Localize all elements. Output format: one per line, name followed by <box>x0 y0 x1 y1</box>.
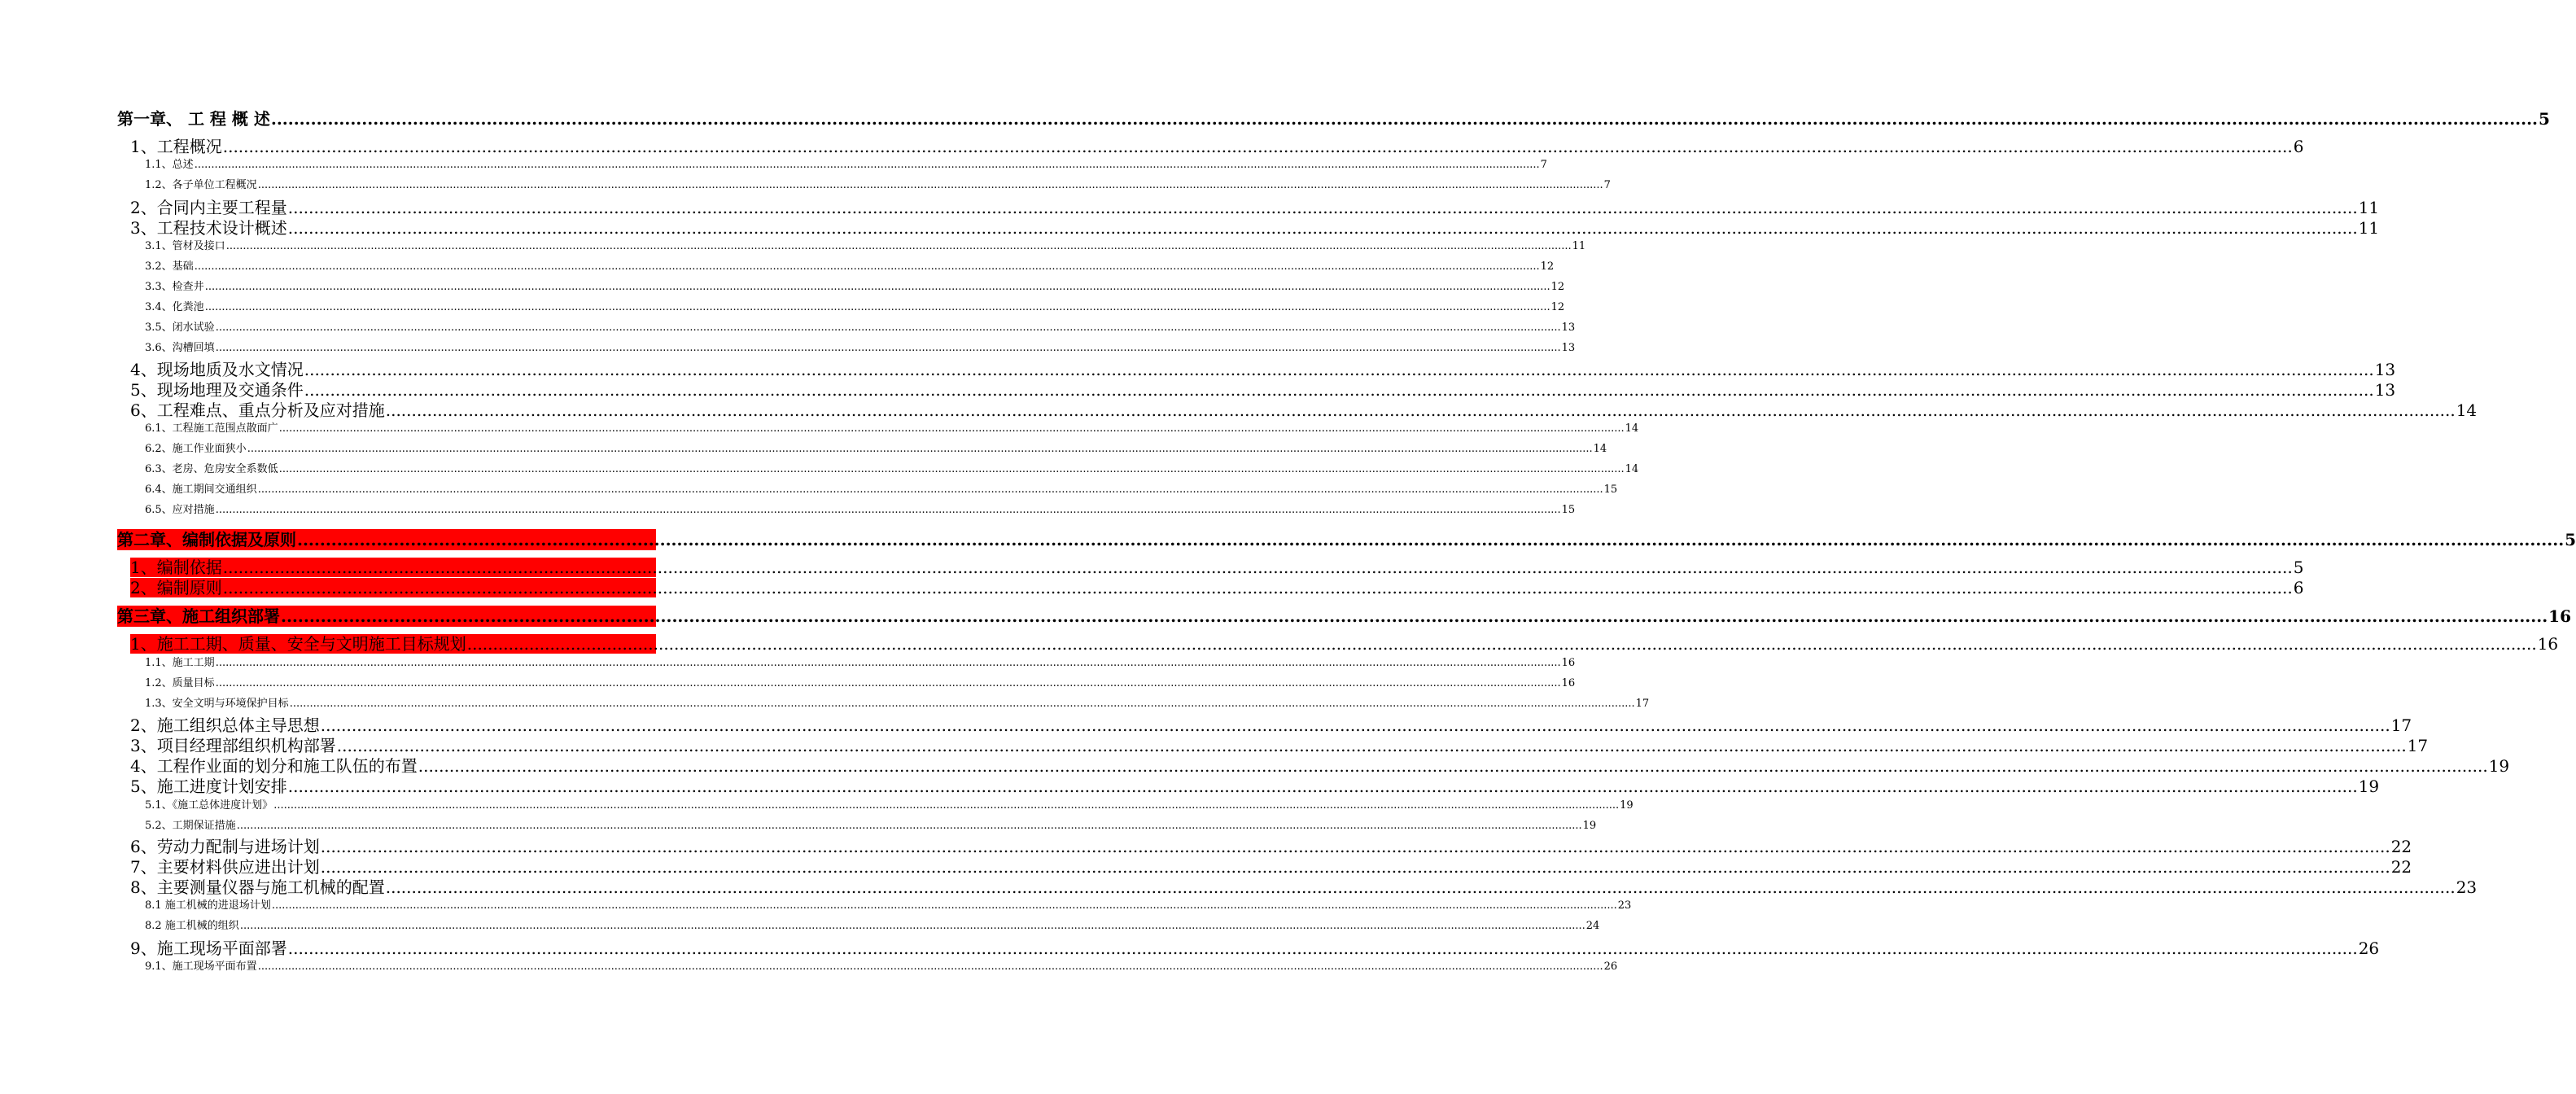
toc-leader-dots: ................................................................................................................................................................................................................................................................................................................................................................................................................ <box>225 240 1572 252</box>
toc-entry-sub[interactable] <box>145 300 1565 315</box>
toc-entry-page: 6 <box>2293 137 2304 156</box>
toc-entry-main[interactable] <box>130 137 2304 156</box>
toc-entry-label: 6.1、工程施工范围点散面广 <box>145 422 278 435</box>
toc-entry-main[interactable] <box>130 736 2429 755</box>
toc-entry-page: 22 <box>2390 837 2412 856</box>
toc-entry-label: 第二章、编制依据及原则 <box>117 530 296 549</box>
toc-entry-label: 3、项目经理部组织机构部署 <box>130 736 336 755</box>
toc-leader-dots: ................................................................................................................................................................................................................................................................................................................................................................................................................ <box>320 715 2390 735</box>
toc-entry-page: 12 <box>1550 281 1565 293</box>
toc-entry-main[interactable] <box>130 400 2478 420</box>
toc-entry-main[interactable] <box>130 198 2380 217</box>
toc-leader-dots: ................................................................................................................................................................................................................................................................................................................................................................................................................ <box>304 360 2374 379</box>
toc-entry-page: 26 <box>2358 939 2380 958</box>
toc-entry-label: 1.3、安全文明与环境保护目标 <box>145 698 289 710</box>
toc-entry-label: 6.4、施工期间交通组织 <box>145 484 257 496</box>
toc-entry-label: 2、施工组织总体主导思想 <box>130 715 320 735</box>
toc-leader-dots: ................................................................................................................................................................................................................................................................................................................................................................................................................ <box>222 137 2293 156</box>
toc-leader-dots: ................................................................................................................................................................................................................................................................................................................................................................................................................ <box>287 939 2358 958</box>
toc-entry-page: 22 <box>2390 857 2412 877</box>
toc-entry-label: 5、施工进度计划安排 <box>130 777 287 796</box>
toc-entry-label: 5.1、《施工总体进度计划》 <box>145 799 273 812</box>
toc-leader-dots: ................................................................................................................................................................................................................................................................................................................................................................................................................ <box>215 657 1561 669</box>
toc-entry-main[interactable] <box>130 360 2396 379</box>
toc-entry-sub[interactable] <box>145 158 1547 173</box>
toc-entry-page: 15 <box>1561 504 1576 516</box>
toc-entry-page: 16 <box>1561 677 1576 689</box>
toc-entry-page: 17 <box>1635 698 1650 710</box>
toc-entry-label: 1.2、各子单位工程概况 <box>145 179 257 191</box>
toc-entry-page: 11 <box>2358 198 2380 217</box>
toc-leader-dots: ................................................................................................................................................................................................................................................................................................................................................................................................................ <box>320 857 2390 877</box>
toc-entry-page: 19 <box>2488 756 2510 776</box>
toc-entry-label: 6、劳动力配制与进场计划 <box>130 837 320 856</box>
toc-entry-label: 9、施工现场平面部署 <box>130 939 287 958</box>
toc-entry-page: 5 <box>2293 558 2304 577</box>
toc-leader-dots: ................................................................................................................................................................................................................................................................................................................................................................................................................ <box>289 698 1635 710</box>
toc-entry-page: 14 <box>1625 422 1639 435</box>
toc-entry-label: 7、主要材料供应进出计划 <box>130 857 320 877</box>
toc-entry-label: 第一章、 工 程 概 述 <box>117 109 270 129</box>
toc-leader-dots: ................................................................................................................................................................................................................................................................................................................................................................................................................ <box>257 179 1603 191</box>
toc-leader-dots: ................................................................................................................................................................................................................................................................................................................................................................................................................ <box>466 634 2537 654</box>
toc-entry-label: 6.3、老房、危房安全系数低 <box>145 463 278 475</box>
toc-leader-dots: ................................................................................................................................................................................................................................................................................................................................................................................................................ <box>204 281 1550 293</box>
toc-leader-dots: ................................................................................................................................................................................................................................................................................................................................................................................................................ <box>215 677 1561 689</box>
toc-entry-page: 16 <box>2537 634 2559 654</box>
toc-entry-page: 16 <box>2548 606 2571 626</box>
toc-leader-dots: ................................................................................................................................................................................................................................................................................................................................................................................................................ <box>236 820 1582 832</box>
toc-entry-sub[interactable] <box>145 503 1576 518</box>
toc-leader-dots: ................................................................................................................................................................................................................................................................................................................................................................................................................ <box>257 484 1603 496</box>
toc-leader-dots: ................................................................................................................................................................................................................................................................................................................................................................................................................ <box>222 558 2293 577</box>
toc-entry-page: 17 <box>2390 715 2412 735</box>
toc-leader-dots: ................................................................................................................................................................................................................................................................................................................................................................................................................ <box>194 159 1540 171</box>
toc-entry-main[interactable] <box>130 877 2478 897</box>
toc-leader-dots: ................................................................................................................................................................................................................................................................................................................................................................................................................ <box>418 756 2488 776</box>
toc-entry-sub[interactable] <box>145 899 1632 913</box>
toc-leader-dots: ................................................................................................................................................................................................................................................................................................................................................................................................................ <box>247 443 1593 455</box>
toc-entry-sub[interactable] <box>145 960 1618 974</box>
toc-entry-page: 15 <box>1603 484 1618 496</box>
toc-entry-label: 1、施工工期、质量、安全与文明施工目标规划 <box>130 634 466 654</box>
toc-leader-dots: ................................................................................................................................................................................................................................................................................................................................................................................................................ <box>278 422 1625 435</box>
toc-entry-main[interactable] <box>130 777 2380 796</box>
toc-entry-label: 第三章、施工组织部署 <box>117 606 280 626</box>
toc-entry-sub[interactable] <box>145 697 1650 711</box>
toc-entry-sub[interactable] <box>145 239 1586 254</box>
toc-entry-main[interactable] <box>130 715 2412 735</box>
toc-leader-dots: ................................................................................................................................................................................................................................................................................................................................................................................................................ <box>278 463 1625 475</box>
toc-entry-sub[interactable] <box>145 178 1611 193</box>
toc-entry-sub[interactable] <box>145 341 1576 356</box>
toc-leader-dots: ................................................................................................................................................................................................................................................................................................................................................................................................................ <box>297 530 2565 549</box>
toc-entry-page: 19 <box>1620 799 1634 812</box>
toc-entry-page: 6 <box>2293 578 2304 597</box>
toc-entry-chapter[interactable] <box>117 606 2571 627</box>
toc-entry-chapter[interactable] <box>117 529 2576 550</box>
toc-entry-page: 23 <box>1617 899 1632 912</box>
toc-entry-label: 1.1、施工工期 <box>145 657 215 669</box>
toc-entry-main[interactable] <box>130 857 2412 877</box>
toc-leader-dots: ................................................................................................................................................................................................................................................................................................................................................................................................................ <box>273 799 1620 812</box>
toc-entry-main[interactable] <box>130 558 2304 577</box>
toc-entry-page: 14 <box>1593 443 1607 455</box>
toc-entry-label: 8.1 施工机械的进退场计划 <box>145 899 271 912</box>
toc-entry-page: 16 <box>1561 657 1576 669</box>
toc-entry-page: 14 <box>1625 463 1639 475</box>
toc-entry-sub[interactable] <box>145 280 1565 295</box>
toc-entry-sub[interactable] <box>145 442 1607 457</box>
toc-leader-dots: ................................................................................................................................................................................................................................................................................................................................................................................................................ <box>194 260 1540 273</box>
toc-entry-sub[interactable] <box>145 919 1600 934</box>
toc-entry-sub[interactable] <box>145 819 1597 834</box>
toc-entry-sub[interactable] <box>145 422 1639 436</box>
toc-entry-page: 11 <box>2358 218 2380 238</box>
toc-leader-dots: ................................................................................................................................................................................................................................................................................................................................................................................................................ <box>257 961 1603 973</box>
toc-entry-label: 4、现场地质及水文情况 <box>130 360 304 379</box>
toc-entry-label: 1、编制依据 <box>130 558 222 577</box>
toc-entry-page: 24 <box>1585 920 1600 932</box>
toc-entry-label: 9.1、施工现场平面布置 <box>145 961 257 973</box>
toc-entry-sub[interactable] <box>145 656 1576 671</box>
toc-leader-dots: ................................................................................................................................................................................................................................................................................................................................................................................................................ <box>270 109 2539 129</box>
toc-leader-dots: ................................................................................................................................................................................................................................................................................................................................................................................................................ <box>287 198 2358 217</box>
toc-leader-dots: ................................................................................................................................................................................................................................................................................................................................................................................................................ <box>385 877 2456 897</box>
toc-entry-page: 11 <box>1572 240 1586 252</box>
toc-entry-label: 6.2、施工作业面狭小 <box>145 443 247 455</box>
toc-entry-main[interactable] <box>130 380 2396 400</box>
toc-entry-sub[interactable] <box>145 483 1618 497</box>
toc-entry-sub[interactable] <box>145 260 1555 274</box>
toc-entry-main[interactable] <box>130 634 2559 654</box>
toc-entry-page: 7 <box>1540 159 1547 171</box>
toc-leader-dots: ................................................................................................................................................................................................................................................................................................................................................................................................................ <box>215 322 1561 334</box>
toc-entry-sub[interactable] <box>145 799 1634 813</box>
toc-leader-dots: ................................................................................................................................................................................................................................................................................................................................................................................................................ <box>222 578 2293 597</box>
toc-entry-label: 3.5、闭水试验 <box>145 322 215 334</box>
toc-entry-label: 3.4、化粪池 <box>145 301 204 313</box>
toc-entry-page: 13 <box>1561 342 1576 354</box>
toc-entry-page: 5 <box>2565 530 2576 549</box>
toc-leader-dots: ................................................................................................................................................................................................................................................................................................................................................................................................................ <box>204 301 1550 313</box>
toc-entry-main[interactable] <box>130 939 2380 958</box>
toc-entry-label: 2、编制原则 <box>130 578 222 597</box>
toc-entry-page: 7 <box>1603 179 1611 191</box>
toc-entry-main[interactable] <box>130 218 2380 238</box>
toc-entry-label: 1.1、总述 <box>145 159 194 171</box>
toc-entry-label: 8.2 施工机械的组织 <box>145 920 239 932</box>
toc-entry-label: 3.1、管材及接口 <box>145 240 225 252</box>
toc-entry-label: 2、合同内主要工程量 <box>130 198 287 217</box>
toc-entry-chapter[interactable] <box>117 108 2550 129</box>
toc-entry-main[interactable] <box>130 578 2304 597</box>
toc-leader-dots: ................................................................................................................................................................................................................................................................................................................................................................................................................ <box>271 899 1617 912</box>
toc-leader-dots: ................................................................................................................................................................................................................................................................................................................................................................................................................ <box>281 606 2548 626</box>
toc-entry-label: 3.2、基础 <box>145 260 194 273</box>
toc-entry-label: 3.6、沟槽回填 <box>145 342 215 354</box>
toc-entry-page: 13 <box>1561 322 1576 334</box>
toc-entry-sub[interactable] <box>145 676 1576 691</box>
toc-entry-label: 1.2、质量目标 <box>145 677 215 689</box>
toc-leader-dots: ................................................................................................................................................................................................................................................................................................................................................................................................................ <box>385 400 2456 420</box>
toc-entry-page: 19 <box>1582 820 1597 832</box>
toc-entry-page: 19 <box>2358 777 2380 796</box>
toc-leader-dots: ................................................................................................................................................................................................................................................................................................................................................................................................................ <box>336 736 2407 755</box>
toc-entry-page: 12 <box>1540 260 1555 273</box>
toc-leader-dots: ................................................................................................................................................................................................................................................................................................................................................................................................................ <box>215 342 1561 354</box>
toc-entry-label: 4、工程作业面的划分和施工队伍的布置 <box>130 756 418 776</box>
toc-leader-dots: ................................................................................................................................................................................................................................................................................................................................................................................................................ <box>287 218 2358 238</box>
toc-entry-label: 1、工程概况 <box>130 137 222 156</box>
toc-entry-page: 23 <box>2456 877 2478 897</box>
toc-entry-page: 13 <box>2374 360 2396 379</box>
toc-entry-main[interactable] <box>130 837 2412 856</box>
toc-entry-label: 5、现场地理及交通条件 <box>130 380 304 400</box>
toc-entry-label: 3、工程技术设计概述 <box>130 218 287 238</box>
toc-entry-page: 12 <box>1550 301 1565 313</box>
toc-leader-dots: ................................................................................................................................................................................................................................................................................................................................................................................................................ <box>304 380 2374 400</box>
toc-entry-page: 5 <box>2539 109 2550 129</box>
toc-entry-label: 8、主要测量仪器与施工机械的配置 <box>130 877 385 897</box>
toc-leader-dots: ................................................................................................................................................................................................................................................................................................................................................................................................................ <box>239 920 1585 932</box>
toc-entry-label: 6、工程难点、重点分析及应对措施 <box>130 400 385 420</box>
toc-entry-label: 6.5、应对措施 <box>145 504 215 516</box>
toc-entry-label: 5.2、工期保证措施 <box>145 820 236 832</box>
toc-entry-sub[interactable] <box>145 462 1639 477</box>
toc-entry-main[interactable] <box>130 756 2510 776</box>
toc-entry-page: 13 <box>2374 380 2396 400</box>
toc-entry-page: 26 <box>1603 961 1618 973</box>
toc-entry-page: 17 <box>2407 736 2429 755</box>
toc-leader-dots: ................................................................................................................................................................................................................................................................................................................................................................................................................ <box>215 504 1561 516</box>
toc-entry-page: 14 <box>2456 400 2478 420</box>
toc-entry-label: 3.3、检查井 <box>145 281 204 293</box>
toc-leader-dots: ................................................................................................................................................................................................................................................................................................................................................................................................................ <box>320 837 2390 856</box>
toc-entry-sub[interactable] <box>145 321 1576 335</box>
toc-leader-dots: ................................................................................................................................................................................................................................................................................................................................................................................................................ <box>287 777 2358 796</box>
